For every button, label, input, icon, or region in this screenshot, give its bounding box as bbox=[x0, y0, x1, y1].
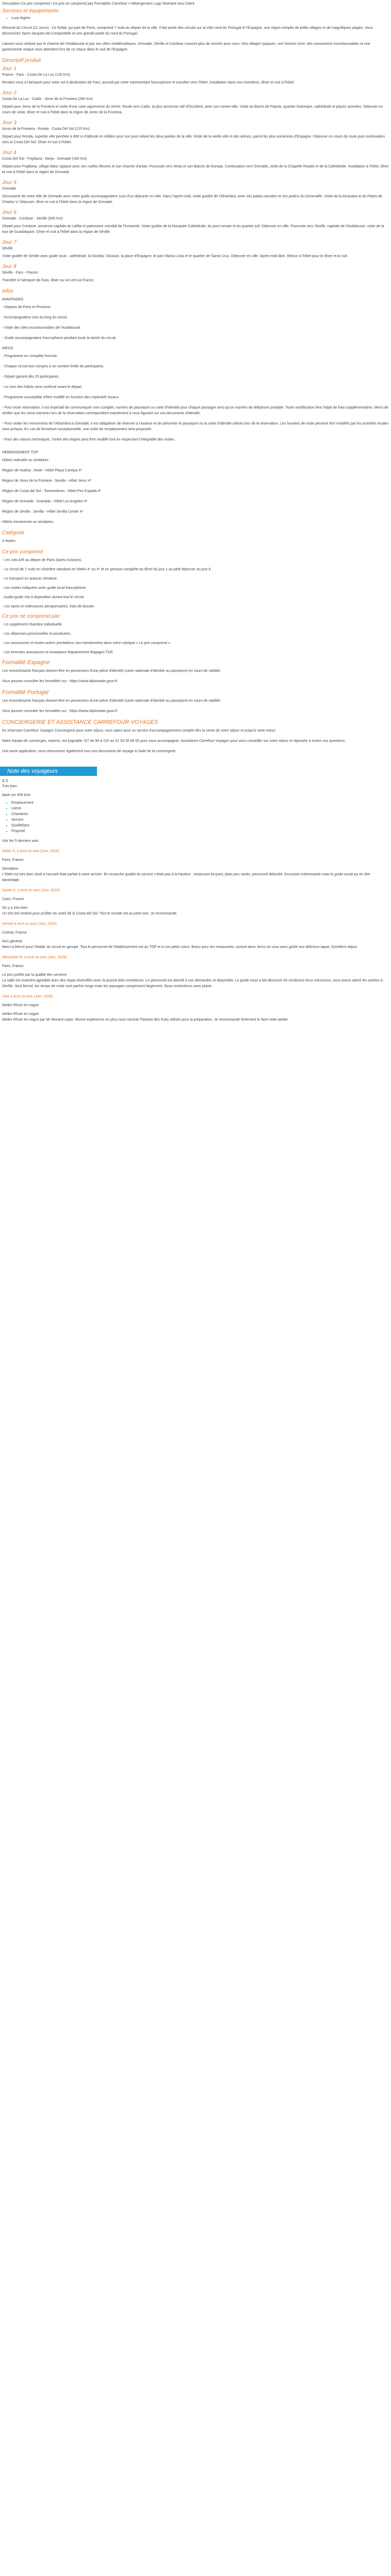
reviews-intro[interactable]: Voir les 5 derniers avis bbox=[2, 839, 39, 843]
info-long: - Pour visiter les monuments de l'Alhambra à Grenade, il est obligatoire de réserver à l'avance et de présenter le passeport ou la carte d'identité utilisés lors de la réservation. Les horaires de visite peuvent être modifiés par les autorités locales sans préavis. En cas de fermeture exceptionnelle, une visite de remplacement sera proposée. bbox=[2, 422, 389, 431]
day-title: Jour 2 bbox=[2, 90, 17, 96]
info-item: - Programme susceptible d'être modifié en fonction des impératifs locaux. bbox=[2, 396, 120, 399]
includes-heading: Infos bbox=[2, 289, 13, 294]
review-text: L'hôtel est très bien situé à l'accueil était parfait à notre arrivée. En revanche qualité du service n'était pas à la hauteur : restaurant bruyant, plats peu variés, personnel débordé. Excursion intéressante mais le guide aurait pu en dire davantage. bbox=[2, 873, 370, 882]
included-item: - Le circuit de 7 nuits en chambre standard en hôtels 4* au 4* et en pension complète du dîner du jour 1 au petit déjeuner du jour 8. bbox=[2, 568, 212, 571]
day-block bbox=[2, 150, 389, 175]
included-heading: Ce prix comprend bbox=[2, 549, 43, 555]
not-included-item: - Le supplément chambre individuelle. bbox=[2, 623, 63, 626]
hotel-item: Région de Jerez de la Frontera : Sevilla - Hôtel Jerez 4* bbox=[2, 479, 92, 483]
criteria-list bbox=[2, 800, 389, 834]
review-place: Caen, France bbox=[2, 897, 24, 901]
included-item: - Les visites indiquées avec guide local francophone. bbox=[2, 586, 87, 590]
review-place: Colmar, France bbox=[2, 931, 27, 935]
not-included-item: - Les assurances et toutes autres prestations non mentionnées dans notre rubrique « Le prix comprend ». bbox=[2, 641, 171, 645]
day-block bbox=[2, 66, 389, 86]
advantage-item: - Accompagnateur tout au long du circuit. bbox=[2, 316, 68, 319]
criterion: • Service bbox=[11, 817, 389, 823]
info-item: - Le nom des hôtels sera confirmé avant le départ. bbox=[2, 385, 83, 389]
carrefour-text: Une autre application, vous retrouverez également tous vos documents de voyage à l'aide de la conciergerie. bbox=[2, 750, 177, 753]
review-title: Le prix justifie par la qualité des services bbox=[2, 973, 67, 977]
day-route: Séville - Faro - France bbox=[2, 271, 38, 275]
review-item bbox=[2, 955, 389, 989]
not-included-item: - Les formules assurances et Assistance Rapatriement Bagages TOP. bbox=[2, 651, 113, 654]
day-block bbox=[2, 240, 389, 259]
hotel-item: Région de Grenade : Granada - Hôtel Los Angeles 4* bbox=[2, 500, 88, 503]
day-block bbox=[2, 264, 389, 283]
criterion: • Propreté bbox=[11, 828, 389, 834]
included-item: - Audio-guide mis à disposition durant tout le circuit. bbox=[2, 596, 85, 599]
review-place: Paris, France bbox=[2, 858, 24, 862]
included-item: - Les taxes et redevances aéroportuaires, frais de dossier. bbox=[2, 605, 95, 608]
detail-heading: Descriptif produit bbox=[2, 58, 41, 63]
service-item: • Luxe légère bbox=[11, 15, 389, 21]
day-route: Séville bbox=[2, 247, 13, 250]
review-item bbox=[2, 849, 389, 883]
carrefour-text: En réservant Carrefour Voyages Conciergerie pour votre séjour, vous optez pour un service d'accompagnement complet dès la vente de votre séjour et jusqu'à votre retour. bbox=[2, 729, 276, 733]
review-author: Julie a écrit un avis (Juin, 2026) bbox=[2, 995, 53, 998]
day-text: Départ pour Ronda, superbe ville perchée à 800 m d'altitude et célèbre pour son pont reliant les deux parties de la ville. Visite de la vieille ville et des arènes, parmi les plus anciennes d'Espagne. Déjeuner en cours de route puis continuation vers la Costa Del Sol. Dîner et nuit à l'hôtel. bbox=[2, 135, 385, 144]
formalities-portugal-text: Les ressortissants français doivent être en possession d'une pièce d'identité (carte nationale d'identité ou passeport) en cours de validité. bbox=[2, 699, 221, 703]
day-route: France - Faro - Costa De La Luz (130 Km) bbox=[2, 73, 70, 77]
day-block bbox=[2, 120, 389, 145]
services-heading: Services et équipements bbox=[2, 8, 59, 14]
review-author: Alexandre M. a écrit un avis (Juin, 2026) bbox=[2, 956, 67, 959]
day-text: Transfert à l'aéroport de Faro, dîner ou vol vers la France. bbox=[2, 279, 95, 282]
review-author: Gérard a écrit un avis (Juin, 2026) bbox=[2, 922, 57, 926]
category-value: 4 étoiles bbox=[2, 539, 16, 543]
main-content bbox=[0, 0, 391, 754]
intro-paragraph: Laissez-vous séduire par le charme de l'Andalousie et par ses villes emblématiques. Grenade, Séville et Cordoue n'auront plus de secrets pour vous. Des villages typiques, une histoire riche, des monuments incontournables et une gastronomie unique vous attendent lors de ce séjour dans le sud de l'Espagne. bbox=[2, 42, 370, 52]
hotel-intro: Hôtels indicatifs ou similaires : bbox=[2, 459, 51, 462]
day-title: Jour 6 bbox=[2, 210, 17, 215]
day-route: Grenade - Cordoue - Séville (300 Km) bbox=[2, 217, 63, 221]
included-item: - Les vols A/R au départ de Paris (taxes incluses). bbox=[2, 558, 82, 562]
services-list bbox=[2, 15, 389, 21]
review-item bbox=[2, 921, 389, 950]
category-heading: Catégorie bbox=[2, 530, 25, 536]
hotel-subheading: HÉBERGEMENT TOP bbox=[2, 451, 39, 454]
day-text: Départ pour Cordoue, ancienne capitale du califat et patrimoine mondial de l'humanité. Visite guidée de la Mosquée-Cathédrale, du pont romain et du quartier juif. Déjeuner en ville. Poursuite vers Séville, capitale de l'Andalousie, visite de la tour de Guadalquivir. Dîner et nuit à l'hôtel dans la région de Séville. bbox=[2, 225, 384, 234]
formalities-portugal-link[interactable]: Vous pouvez consulter les formalités sur : https://www.diplomatie.gouv.fr bbox=[2, 709, 118, 713]
info-item: - Programme en complète formule. bbox=[2, 354, 58, 358]
carrefour-text: Notre équipe de concierges, experts, est joignable 7j/7 de 9h à 21h au 01 53 36 89 00 pour vous accompagner. Assistance Carrefour Voyages pour vous conseiller sur votre séjour et répondre à toutes vos questions. bbox=[2, 739, 346, 743]
carrefour-heading: CONCIERGERIE ET ASSISTANCE CARREFOUR VOYAGES bbox=[2, 719, 158, 725]
info-item: - Chaque circuit tout compris a un nombre limité de participants. bbox=[2, 365, 105, 368]
hotel-note: Hôtels mentionnés ou similaires. bbox=[2, 520, 54, 524]
not-included-item: - Les dépenses personnelles et pourboires. bbox=[2, 632, 72, 636]
review-text: La salle est vraiment agréable avec des repas diversifiés avec la piscine bien entretenue. Le personnel est attentif à nos demandes et disponible. Le guide nous a fait découvrir de nombreux lieux méconnus, nous avons adoré les soirées à Séville. Seul bémol, les temps de route sont parfois longs mais les paysages compensent largement. Nous reviendrons avec plaisir. bbox=[2, 979, 383, 988]
day-title: Jour 7 bbox=[2, 240, 17, 245]
day-title: Jour 3 bbox=[2, 120, 17, 126]
reviews-section bbox=[0, 778, 391, 1023]
formalities-spain-link[interactable]: Vous pouvez consulter les formalités sur : https://www.diplomatie.gouv.fr bbox=[2, 680, 118, 683]
review-title: Déception bbox=[2, 867, 19, 871]
criterion: • Qualité/prix bbox=[11, 823, 389, 828]
advantage-item: - Visite des sites incontournables de l'Andalousie. bbox=[2, 326, 82, 330]
day-route: Grenade bbox=[2, 187, 17, 191]
day-title: Jour 1 bbox=[2, 66, 17, 72]
description-nav: Description Ce prix comprend • Ce prix ne comprend pas Formalités Carrefour • Hébergement Logo Itinéraire Avis Client bbox=[2, 2, 194, 6]
review-title: Avis général bbox=[2, 940, 22, 943]
info-item: - Départ garanti dès 25 participants. bbox=[2, 375, 60, 379]
info-subheading: INFOS bbox=[2, 347, 13, 350]
page bbox=[0, 0, 391, 1023]
day-text: Départ pour Frigiliana, village blanc typique avec ses ruelles fleuries et son charme d'antan. Poursuite vers Nerja et son Balcón de Europa. Continuation vers Grenade, visite de la Chapelle Royale et de la Cathédrale. Installation à l'hôtel, dîner et nuit à l'hôtel dans la région de Grenade. bbox=[2, 165, 389, 174]
review-text: Un très bel endroit pour profiter du soleil de la Costa del Sol. Tout le monde est au petit soin, Je recommande. bbox=[2, 912, 177, 916]
review-item bbox=[2, 994, 389, 1023]
day-text: Rendez-vous à l'aéroport pour votre vol à destination de Faro, accueil par notre représentant francophone et transfert vers l'hôtel. Installation dans vos chambres, dîner et nuit à l'hôtel. bbox=[2, 81, 295, 84]
hotel-item: Région de Huelva : Hotel - Hôtel Playa Cartaya 4* bbox=[2, 469, 82, 472]
review-text: Atelier Rhum en vogue par Mr Morand super. Bonne expérience en plus nous raconte l'histoire des fruits utilisés pour la préparation. Je recommande fortement le faire cette atelier. bbox=[2, 1018, 289, 1022]
day-title: Jour 5 bbox=[2, 180, 17, 185]
reviews-count: basé sur 409 Avis bbox=[2, 793, 31, 797]
criterion: • Literie bbox=[11, 806, 389, 811]
hotel-item: Région de Séville : Sevilla - Hôtel Sevilla Center 4* bbox=[2, 510, 84, 514]
day-block bbox=[2, 210, 389, 235]
day-block bbox=[2, 180, 389, 205]
day-text: Découverte de notre ville de Grenade avec notre guide accompagnateur suivi d'un déjeuner en ville. Dans l'après-midi, visite guidée de l'Alhambra, avec ses palais nasrides et ses jardins du Generalife. Visite de la Alcazaba et du Palais de Charles V. Déjeuner, dîner et nuit à l'hôtel dans la région de Grenade. bbox=[2, 195, 382, 204]
review-item bbox=[2, 888, 389, 917]
formalities-portugal-heading: Formalité Portugal bbox=[2, 689, 48, 696]
review-place: Atelier Rhum en vogue bbox=[2, 1004, 39, 1007]
reviews-heading: Note des voyageurs bbox=[0, 767, 97, 776]
criterion: • Chambres bbox=[11, 811, 389, 817]
info-long: - Pour toute réservation, il est impératif de communiquer nom complet, numéro de passeport ou carte d'identité pour chaque passager ainsi qu'un numéro de téléphone portable. Toute modification fera l'objet de frais supplémentaires. Merci de vérifier que les noms transmis lors de la réservation correspondent exactement à ceux figurant sur vos documents d'identité. bbox=[2, 406, 388, 415]
advantage-item: - Départs de Paris et Province. bbox=[2, 306, 52, 309]
day-text: Visite guidée de Séville avec guide local : cathédrale, la Giralda, l'Alcazar, la place d'Espagne, le parc María Luisa et le quartier de Santa Cruz. Déjeuner en ville. Après-midi libre. Retour à l'hôtel pour le dîner et la nuit. bbox=[2, 255, 348, 258]
day-route: Costa Del Sol - Frigiliana - Nerja - Grenade (165 Km) bbox=[2, 157, 87, 161]
review-score-label: Très bien bbox=[2, 785, 17, 788]
review-title: On y a très bien bbox=[2, 906, 28, 910]
day-title: Jour 8 bbox=[2, 264, 17, 269]
not-included-heading: Ce prix ne comprend pas bbox=[2, 614, 60, 619]
formalities-spain-text: Les ressortissants français doivent être en possession d'une pièce d'identité (carte nationale d'identité ou passeport) en cours de validité. bbox=[2, 669, 221, 673]
review-author: Didier S. a écrit un avis (Juin, 2026) bbox=[2, 850, 59, 853]
info-long: - Pour des raisons techniques, l'ordre des étapes peut être modifié tout en respectant l'intégralité des visites. bbox=[2, 438, 175, 442]
day-block bbox=[2, 90, 389, 115]
hotel-item: Région de Costa del Sol : Torremolinos - Hôtel Pez Espada 4* bbox=[2, 489, 102, 493]
formalities-spain-heading: Formalité Espagne bbox=[2, 659, 50, 666]
day-title: Jour 4 bbox=[2, 150, 17, 156]
day-route: Arcos de la Frontera - Ronda - Costa Del Sol (215 Km) bbox=[2, 127, 90, 131]
intro-paragraph: Résumé du Circuit (11 Jours) : Ce forfait, qui part de Porto, comprend 7 nuits au départ de la ville. Il fait partie des circuits sur la côte nord du Portugal et l'Espagne, une région remplie de petits villages et de magnifiques plages. Vous découvrirez Saint-Jacques-de-Compostelle et une grande partie du nord du Portugal. bbox=[2, 26, 373, 36]
review-title: Atelier Rhum en vogue bbox=[2, 1012, 39, 1016]
review-place: Paris, France bbox=[2, 964, 24, 968]
included-item: - Le transport en autocar climatisé. bbox=[2, 577, 58, 581]
advantage-item: - Guide accompagnateur francophone pendant toute la durée du circuit. bbox=[2, 336, 117, 340]
review-score: 4.3 bbox=[2, 778, 8, 783]
criterion: • Emplacement bbox=[11, 800, 389, 806]
day-text: Départ pour Jerez de la Frontera et visite d'une cave vigneronne du Xérès. Route vers Cadix, la plus ancienne cité d'Occident, avec son centre-ville. Visite du Barrio de Pópulo, quartier historique, cathédrale et places animées. Déjeuner en cours de visite, dîner et nuit à l'hôtel dans la région de Jerez de la Frontera. bbox=[2, 105, 383, 114]
advantages-subheading: AVANTAGES bbox=[2, 298, 24, 301]
review-text: Merci à Mercè pour l'établir du circuit en groupe. Tout le personnel de l'établissement est au TOP et à nos petits soins. Bravo pour les restaurants, surtout dans Jerez où vous avez goûté aux délicieux tapas. Excellent séjour. bbox=[2, 945, 358, 949]
day-route: Costa De La Luz - Cadix - Jerez de la Frontera (265 Km) bbox=[2, 97, 93, 101]
review-author: Sylvie G. a écrit un avis (Juin, 2026) bbox=[2, 889, 60, 892]
